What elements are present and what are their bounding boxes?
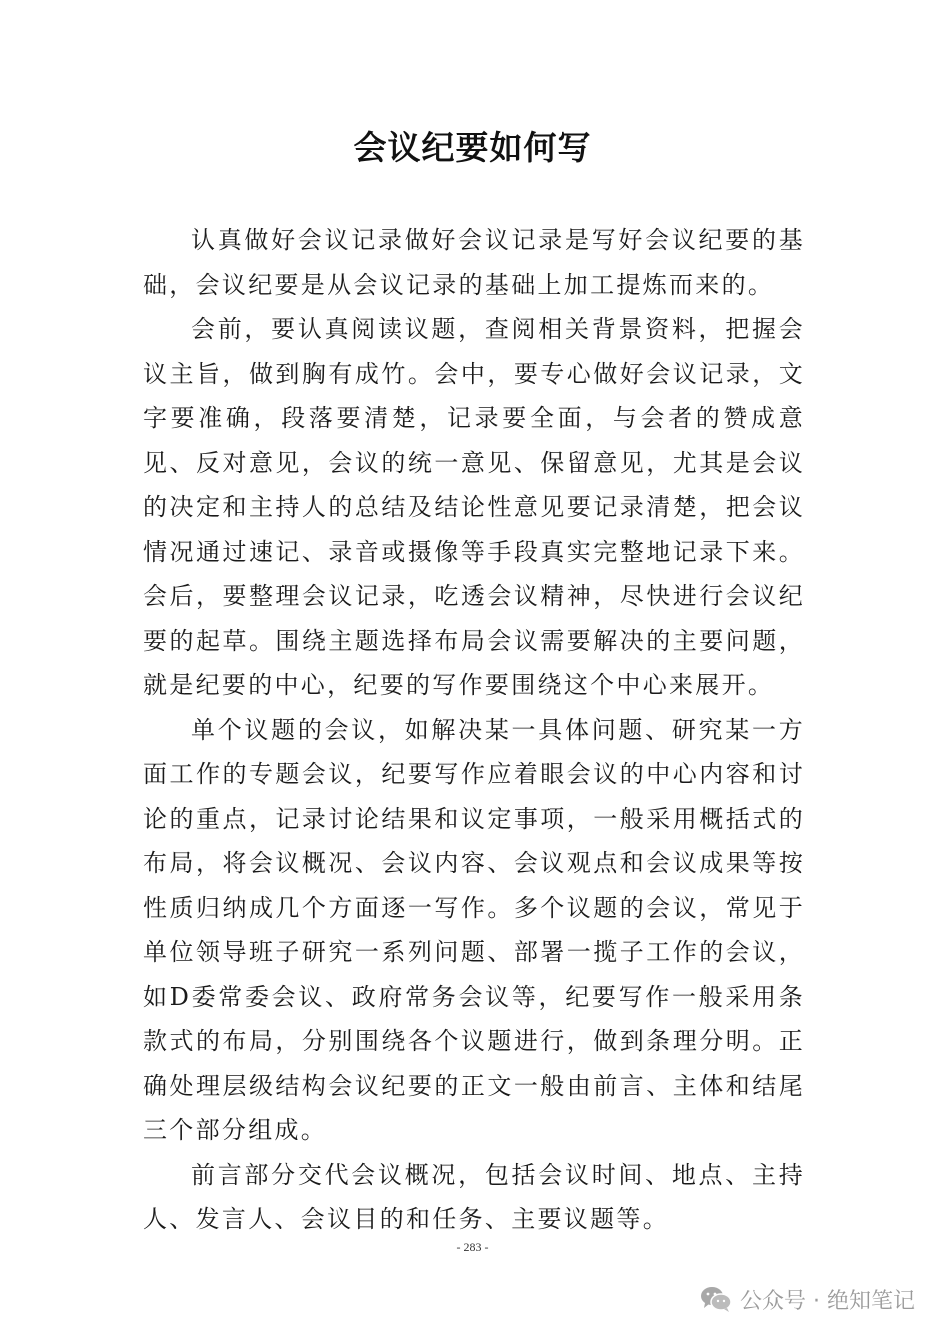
watermark xyxy=(700,1281,915,1317)
paragraph: 单个议题的会议，如解决某一具体问题、研究某一方面工作的专题会议，纪要写作应着眼会议的中心内容和讨论的重点，记录讨论结果和议定事项，一般采用概括式的布局，将会议概况、会议内容、会议观点和会议成果等按性质归纳成几个方面逐一写作。多个议题的会议，常见于单位领导班子研究一系列问题、部署一揽子工作的会议，如D委常委会议、政府常务会议等，纪要写作一般采用条款式的布局，分别围绕各个议题进行，做到条理分明。正确处理层级结构会议纪要的正文一般由前言、主体和结尾三个部分组成。 xyxy=(143,715,805,1144)
document-title: 会议纪要如何写 xyxy=(353,128,592,167)
paragraph: 认真做好会议记录做好会议记录是写好会议纪要的基础，会议纪要是从会议记录的基础上加工提炼而来的。 xyxy=(143,226,805,299)
paragraph: 前言部分交代会议概况，包括会议时间、地点、主持人、发言人、会议目的和任务、主要议题等。 xyxy=(143,1160,805,1233)
document-body xyxy=(143,218,805,1242)
watermark-text: 公众号 · 绝知笔记 xyxy=(740,1288,915,1314)
wechat-icon xyxy=(700,1285,732,1313)
paragraph: 会前，要认真阅读议题，查阅相关背景资料，把握会议主旨，做到胸有成竹。会中，要专心做好会议记录，文字要准确，段落要清楚，记录要全面，与会者的赞成意见、反对意见，会议的统一意见、保留意见，尤其是会议的决定和主持人的总结及结论性意见要记录清楚，把会议情况通过速记、录音或摄像等手段真实完整地记录下来。会后，要整理会议记录，吃透会议精神，尽快进行会议纪要的起草。围绕主题选择布局会议需要解决的主要问题，就是纪要的中心，纪要的写作要围绕这个中心来展开。 xyxy=(143,315,805,699)
page-number: - 283 - xyxy=(456,1240,489,1254)
